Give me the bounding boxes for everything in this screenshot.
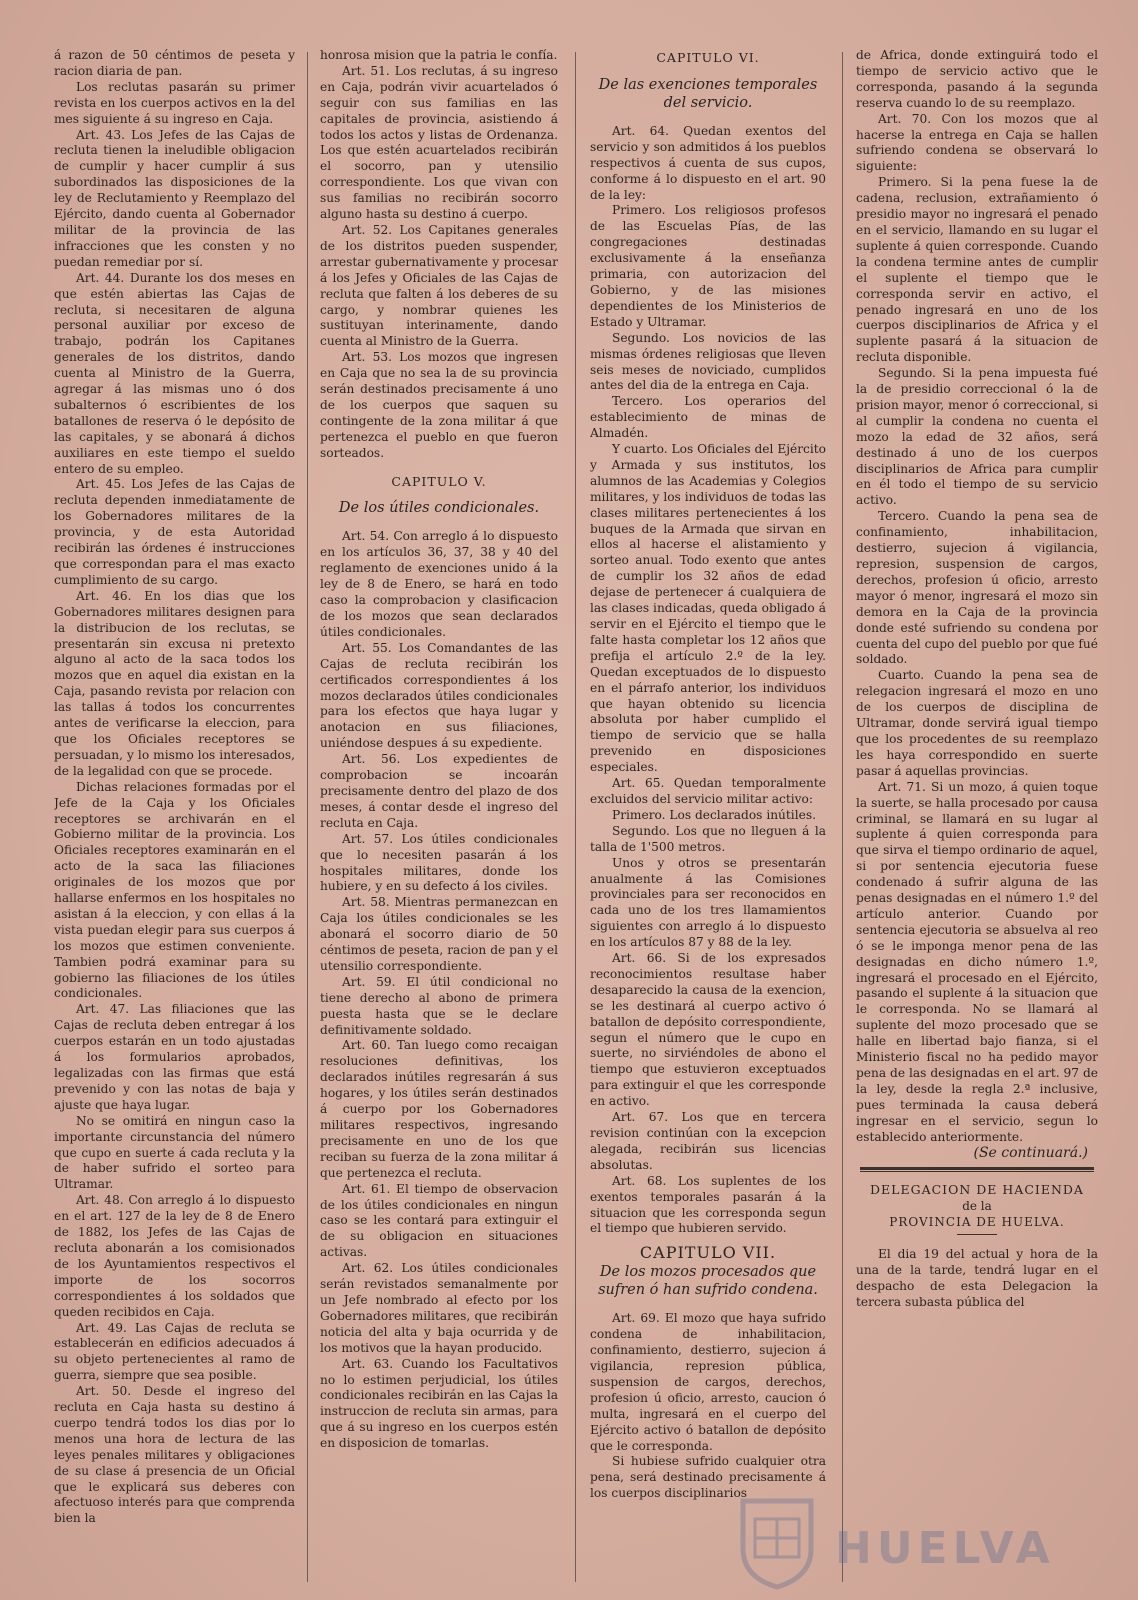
article-69: Art. 69. El mozo que haya sufrido condena de inhabilitacion, confinamiento, destierro, sujecion á vigilancia, represion pública, suspension de cargos, derechos, profesion ú oficio, arresto, caucion ó multa, ingresará en el cuerpo del Ejército activo ó batallon de depósito que le corresponda. [590,1311,826,1453]
article-62: Art. 62. Los útiles condicionales serán revistados semanalmente por un Jefe nombrado al efecto por los Gobernadores militares, que recibirán noticia del alta y baja ocurrida y de los motivos que la hayan producido. [320,1261,558,1355]
section-divider [860,1167,1094,1172]
paragraph: Cuarto. Cuando la pena sea de relegacion ingresará el mozo en uno de los cuerpos de disciplina de Ultramar, donde servirá igual tiempo que los procedentes de su reemplazo les haya correspondido en suerte pasar á aquellas provincias. [856,668,1098,778]
notice-text: El dia 19 del actual y hora de la una de la tarde, tendrá lugar en el despacho de esta Delegacion la tercera subasta pública del [856,1247,1098,1310]
paragraph: Segundo. Los que no lleguen á la talla de 1'500 metros. [590,823,826,854]
paragraph: de Africa, donde extinguirá todo el tiempo de servicio activo que le corresponda, pasando á la segunda reserva cuando lo de su reemplazo. [856,48,1098,110]
chapter-heading: CAPITULO V. [391,473,487,489]
article-43: Art. 43. Los Jefes de las Cajas de recluta tienen la ineludible obligacion de cumplir y hacer cumplir á sus subordinados las disposiciones de la ley de Reclutamiento y Reemplazo del Ejército, dando cuenta al Gobernador militar de la provincia de las infracciones que les consten y no puedan remediar por sí. [54,127,295,269]
column-rule [842,52,843,1582]
paragraph: No se omitirá en ningun caso la importante circunstancia del número que cupo en suerte á cada recluta y la de haber sufrido el sorteo para Ultramar. [54,1113,295,1192]
article-57: Art. 57. Los útiles condicionales que lo necesiten pasarán á los hospitales militares, donde los hubiere, y en su defecto á los civiles. [320,831,558,894]
paragraph: Tercero. Cuando la pena sea de confinamiento, inhabilitacion, destierro, sujecion á vigilancia, represion, suspension de cargos, derechos, profesion ú oficio, arresto mayor ó menor, ingresará el mozo sin demora en la Caja de la provincia donde esté sufriendo su condena por cuenta del cupo del pueblo por que fué soldado. [856,509,1098,667]
column-rule [307,52,308,1582]
article-53: Art. 53. Los mozos que ingresen en Caja que no sea la de su provincia serán destinados precisamente á uno de los cuerpos que saquen su contingente de la zona militar á que pertenezca el pueblo en que fueron sorteados. [320,350,558,460]
article-55: Art. 55. Los Comandantes de las Cajas de recluta recibirán los certificados correspondientes á los mozos declarados útiles condicionales para los efectos que haya lugar y anotacion en sus filiaciones, uniéndose despues á su expediente. [320,640,558,751]
paragraph: Si hubiese sufrido cualquier otra pena, será destinado precisamente á los cuerpos disciplinarios [590,1454,826,1501]
article-58: Art. 58. Mientras permanezcan en Caja los útiles condicionales se les abonará el socorro diario de 50 céntimos de peseta, racion de pan y el utensilio correspondiente. [320,895,558,973]
chapter-heading: CAPITULO VI. [656,50,760,65]
paragraph: á razon de 50 céntimos de peseta y racion diaria de pan. [54,48,295,78]
notice-title: DELEGACION DE HACIENDA [870,1182,1084,1198]
paragraph: honrosa mision que la patria le confía. [320,48,558,62]
article-70: Art. 70. Con los mozos que al hacerse la entrega en Caja se hallen sufriendo condena se observará lo siguiente: [856,111,1098,174]
article-68: Art. 68. Los suplentes de los exentos temporales pasarán á la situacion que les corresponda segun el tiempo que hubieren servido. [590,1173,826,1236]
paragraph: Tercero. Los operarios del establecimiento de minas de Almadén. [590,394,826,441]
paragraph: Y cuarto. Los Oficiales del Ejército y Armada y sus institutos, los alumnos de las Academias y Colegios militares, y los individuos de todas las clases militares pertenecientes á los buques de la Armada que sirvan en ellos al hacerse el alistamiento y sorteo anual. Todo exento que antes de cumplir los 32 años de edad dejase de pertenecer á cualquiera de las clases indicadas, queda obligado á servir en el Ejército el tiempo que le falte hasta completar los 12 años que prefija el artículo 2.º de la ley. Quedan exceptuados de lo dispuesto en el párrafo anterior, los individuos que hayan obtenido su licencia absoluta por haber cumplido el tiempo de servicio que se halla prevenido en disposiciones especiales. [590,442,826,775]
article-47: Art. 47. Las filiaciones que las Cajas de recluta deben entregar á los cuerpos estarán en un todo ajustadas á los formularios aprobados, legalizadas con las firmas que está prevenido y con las notas de baja y ajuste que haya lugar. [54,1002,295,1112]
article-49: Art. 49. Las Cajas de recluta se establecerán en edificios adecuados á su objeto pertenecientes al ramo de guerra, siempre que sea posible. [54,1320,295,1383]
article-50: Art. 50. Desde el ingreso del recluta en Caja hasta su destino á cuerpo tendrá todos los dias por lo menos una hora de lectura de las leyes penales militares y obligaciones de su clase á presencia de un Oficial que le explicará sus deberes con afectuoso interés para que comprenda bien la [54,1384,295,1526]
article-65: Art. 65. Quedan temporalmente excluidos del servicio militar activo: [590,776,826,806]
column-4 [856,48,1098,1586]
chapter-heading: CAPITULO VII. [639,1243,777,1263]
article-44: Art. 44. Durante los dos meses en que estén abiertas las Cajas de recluta, si necesitaren de alguna personal auxiliar por exceso de trabajo, podrán los Capitanes generales de los distritos, dando cuenta al Ministro de la Guerra, agregar á las mismas uno ó dos subalternos ó escribientes de los batallones de reserva ó le depósito de las capitales, y se abonará á dichos auxiliares en este tiempo el sueldo entero de su empleo. [54,270,295,476]
article-52: Art. 52. Los Capitanes generales de los distritos pueden suspender, arrestar gubernativamente y procesar á los Jefes y Oficiales de las Cajas de recluta que falten á los deberes de su cargo, y nombrar quienes les sustituyan interinamente, dando cuenta al Ministro de la Guerra. [320,222,558,349]
chapter-subheading: De las exenciones temporales del servicio. [598,76,818,111]
watermark-text: HUELVA [835,1523,1055,1574]
article-61: Art. 61. El tiempo de observacion de los útiles condicionales en ningun caso se les contará para extinguir el de su obligacion en situaciones activas. [320,1181,558,1260]
notice-subtitle: de la [962,1199,992,1214]
paragraph: Los reclutas pasarán su primer revista en los cuerpos activos en la del mes siguiente á su ingreso en Caja. [54,79,295,126]
seal-icon [735,1495,819,1591]
article-51: Art. 51. Los reclutas, á su ingreso en Caja, podrán vivir acuartelados ó seguir con sus familias en las capitales de provincia, asistiendo á todos los actos y listas de Ordenanza. Los que estén acuartelados recibirán el socorro, pan y utensilio correspondiente. Los que vivan con sus familias no recibirán socorro alguno hasta su destino á cuerpo. [320,63,558,222]
column-rule [575,52,576,1582]
article-45: Art. 45. Los Jefes de las Cajas de recluta dependen inmediatamente de los Gobernadores militares de la provincia, y de esta Autoridad recibirán las órdenes é instrucciones que correspondan para el mas exacto cumplimiento de su cargo. [54,477,295,587]
article-67: Art. 67. Los que en tercera revision continúan con la excepcion alegada, recibirán sus licencias absolutas. [590,1110,826,1172]
paragraph: Unos y otros se presentarán anualmente á las Comisiones provinciales para ser reconocidos en cada uno de los tres llamamientos siguientes con arreglo á lo dispuesto en los artículos 87 y 88 de la ley. [590,855,826,950]
column-3 [590,48,826,1586]
column-2 [320,48,558,1586]
paragraph: Segundo. Si la pena impuesta fué la de presidio correccional ó la de prision mayor, menor ó correccional, si al cumplir la condena no cuenta el mozo la edad de 32 años, será destinado á uno de los cuerpos disciplinarios de Africa para cumplir en él todo el tiempo de su servicio activo. [856,366,1098,508]
article-59: Art. 59. El útil condicional no tiene derecho al abono de primera puesta hasta que se le declare definitivamente soldado. [320,974,558,1037]
short-divider [957,1234,997,1235]
chapter-subheading: De los mozos procesados que sufren ó han sufrido condena. [598,1264,818,1299]
article-46: Art. 46. En los dias que los Gobernadores militares designen para la distribucion de los reclutas, se presentarán sin excusa ni pretexto alguno al acto de la saca todos los mozos que en aquel dia existan en la Caja, pasando revista por relacion con las tallas á todos los concurrentes antes de verificarse la eleccion, para que los Oficiales receptores se persuadan, y lo mismo los interesados, de la legalidad con que se procede. [54,588,295,778]
article-64: Art. 64. Quedan exentos del servicio y son admitidos á los pueblos respectivos á cuenta de sus cupos, conforme á lo dispuesto en el art. 90 de la ley: [590,123,826,202]
article-54: Art. 54. Con arreglo á lo dispuesto en los artículos 36, 37, 38 y 40 del reglamento de exenciones unido á la ley de 8 de Enero, se hará en todo caso la comprobacion y clasificacion de los mozos que sean declarados útiles condicionales. [320,529,558,639]
article-63: Art. 63. Cuando los Facultativos no lo estimen perjudicial, los útiles condicionales recibirán en las Cajas la instruccion de recluta sin armas, para que á su ingreso en los cuerpos estén en disposicion de tomarlas. [320,1356,558,1451]
article-66: Art. 66. Si de los expresados reconocimientos resultase haber desaparecido la causa de la exencion, se les destinará al cuerpo activo ó batallon de depósito correspondiente, segun el número que le cupo en suerte, no sirviéndoles de abono el tiempo que estuvieron exceptuados para extinguir el que les corresponde en activo. [590,951,826,1109]
archive-watermark [735,1495,1115,1595]
paragraph: Segundo. Los novicios de las mismas órdenes religiosas que lleven seis meses de noviciado, cumplidos antes del dia de la entrega en Caja. [590,330,826,393]
notice-province: PROVINCIA DE HUELVA. [889,1215,1065,1230]
article-56: Art. 56. Los expedientes de comprobacion se incoarán precisamente dentro del plazo de dos meses, á contar desde el ingreso del recluta en Caja. [320,752,558,830]
continued-note: (Se continuará.) [973,1144,1088,1161]
paragraph: Primero. Los religiosos profesos de las Escuelas Pías, de las congregaciones destinadas exclusivamente á la enseñanza primaria, con autorizacion del Gobierno, y de las misiones dependientes de los Ministerios de Estado y Ultramar. [590,203,826,329]
paragraph: Dichas relaciones formadas por el Jefe de la Caja y los Oficiales receptores se archivarán en el Gobierno militar de la provincia. Los Oficiales receptores examinarán en el acto de la saca las filiaciones originales de los mozos que por hallarse enfermos en los hospitales no asistan á la eleccion, y con ellas á la vista puedan elegir para sus cuerpos á los mozos que estimen conveniente. Tambien podrá examinar para su gobierno las filiaciones de los útiles condicionales. [54,779,295,1001]
column-1 [54,48,295,1586]
paragraph: Primero. Los declarados inútiles. [612,807,816,822]
paragraph: Primero. Si la pena fuese la de cadena, reclusion, extrañamiento ó presidio mayor no ingresará el penado en el servicio, llamando en su lugar el suplente á quien corresponde. Cuando la condena termine antes de cumplir el suplente el tiempo que le corresponda servir en activo, el penado ingresará en uno de los cuerpos disciplinarios de Africa y el suplente pasará á la situacion de recluta disponible. [856,175,1098,365]
article-48: Art. 48. Con arreglo á lo dispuesto en el art. 127 de la ley de 8 de Enero de 1882, los Jefes de las Cajas de recluta abonarán a los comisionados de los Ayuntamientos respectivos el importe de los socorros correspondientes á los soldados que queden recibidos en Caja. [54,1193,295,1319]
article-60: Art. 60. Tan luego como recaigan resoluciones definitivas, los declarados inútiles regresarán á sus hogares, y los útiles serán destinados á cuerpo por los Gobernadores militares respectivos, ingresando precisamente en uno de los que reciban su fuerza de la zona militar á que pertenezca el recluta. [320,1038,558,1180]
chapter-subheading: De los útiles condicionales. [338,500,540,517]
article-71: Art. 71. Si un mozo, á quien toque la suerte, se halla procesado por causa criminal, se llamará en su lugar al suplente á quien corresponda para que sirva el tiempo ordinario de aquel, si por sentencia ejecutoria fuese condenado á sufrir alguna de las penas designadas en el número 1.º del artículo anterior. Cuando por sentencia ejecutoria se absuelva al reo ó se le imponga menor pena de las designadas en dicho número 1.º, ingresará el procesado en el Ejército, pasando el suplente á la situacion que le corresponda. No se llamará al suplente del mozo procesado que se halle en libertad bajo fianza, si el Ministerio fiscal no ha pedido mayor pena de las designadas en el art. 97 de la ley, desde la regla 2.ª inclusive, pues terminada la causa deberá ingresar en el servicio, segun lo establecido anteriormente. [856,779,1098,1144]
